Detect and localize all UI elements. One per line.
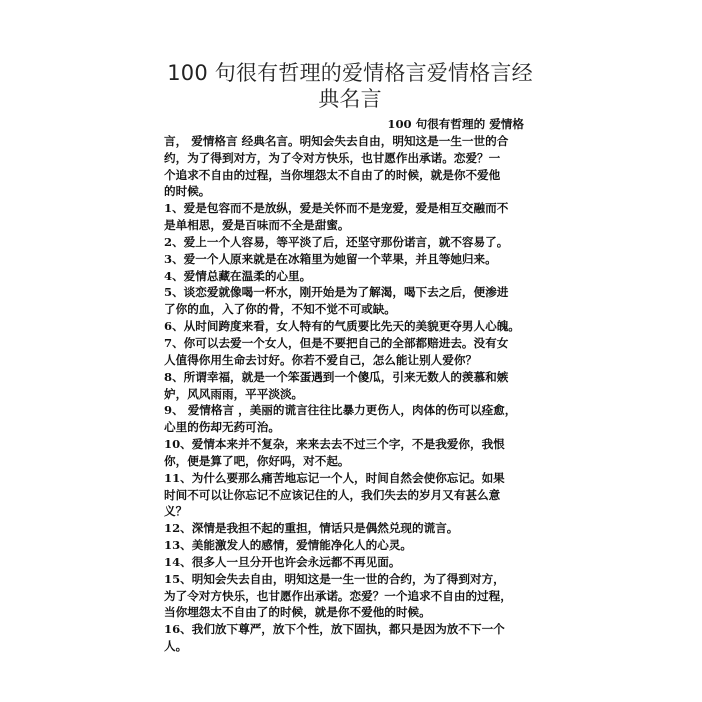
- document-body: [164, 116, 548, 655]
- text-line: 2、爱上一个人容易，等平淡了后，还坚守那份诺言，就不容易了。: [164, 234, 509, 249]
- title-line-1: 100 句很有哲理的爱情格言爱情格言经: [167, 61, 533, 85]
- text-line: 义？: [164, 504, 188, 519]
- text-line: 人值得你用生命去讨好。你若不爱自己，怎么能让别人爱你？: [164, 352, 478, 367]
- text-line: 3、爱一个人原来就是在冰箱里为她留一个苹果，并且等她归来。: [164, 251, 497, 266]
- document-title: [150, 60, 550, 112]
- text-line: 当你埋怨太不自由了的时候，就是你不爱他的时候。: [164, 605, 431, 620]
- text-line: 16、我们放下尊严，放下个性，放下固执，都只是因为放不下一个: [164, 622, 505, 637]
- text-line: 100 句很有哲理的 爱情格: [387, 117, 524, 131]
- text-line: 言， 爱情格言 经典名言。明知会失去自由，明知这是一生一世的合: [164, 133, 509, 148]
- text-line: 时间不可以让你忘记不应该记住的人，我们失去的岁月又有甚么意: [164, 487, 501, 502]
- text-line: 9、 爱情格言 ，美丽的谎言往往比暴力更伤人，肉体的伤可以痊愈，: [164, 403, 517, 418]
- text-line: 妒，风风雨雨，平平淡淡。: [164, 386, 304, 401]
- text-line: 你，便是算了吧，你好吗，对不起。: [164, 453, 350, 468]
- text-line: 约，为了得到对方，为了令对方快乐，也甘愿作出承诺。恋爱？一: [164, 150, 501, 165]
- text-line: 为了令对方快乐，也甘愿作出承诺。恋爱？一个追求不自由的过程，: [164, 588, 512, 603]
- text-line: 10、爱情本来并不复杂，来来去去不过三个字，不是我爱你，我恨: [164, 437, 505, 452]
- text-line: 心里的伤却无药可治。: [164, 420, 280, 435]
- text-line: 7、你可以去爱一个女人，但是不要把自己的全部都赔进去。没有女: [164, 335, 509, 350]
- text-line: 8、所谓幸福，就是一个笨蛋遇到一个傻瓜，引来无数人的羡慕和嫉: [164, 369, 509, 384]
- text-line: 的时候。: [164, 184, 211, 199]
- text-line: 人。: [164, 639, 188, 654]
- text-line: 个追求不自由的过程，当你埋怨太不自由了的时候，就是你不爱他: [164, 167, 501, 182]
- text-line: 1、爱是包容而不是放纵，爱是关怀而不是宠爱，爱是相互交融而不: [164, 201, 509, 216]
- title-line-2: 典名言: [318, 87, 382, 111]
- text-line: 13、美能激发人的感情，爱情能净化人的心灵。: [164, 538, 413, 553]
- text-line: 12、深情是我担不起的重担，情话只是偶然兑现的谎言。: [164, 521, 459, 536]
- text-line: 5、谈恋爱就像喝一杯水，刚开始是为了解渴，喝下去之后，便渗进: [164, 285, 509, 300]
- text-line: 14、很多人一旦分开也许会永远都不再见面。: [164, 554, 401, 569]
- text-line: 11、为什么要那么痛苦地忘记一个人，时间自然会使你忘记。如果: [164, 470, 505, 485]
- text-line: 是单相思，爱是百味而不全是甜蜜。: [164, 218, 350, 233]
- text-line: 6、从时间跨度来看，女人特有的气质要比先天的美貌更夺男人心魄。: [164, 319, 520, 334]
- text-line: 4、爱情总藏在温柔的心里。: [164, 268, 312, 283]
- text-line: 了你的血，入了你的骨，不知不觉不可或缺。: [164, 302, 396, 317]
- text-line: 15、明知会失去自由，明知这是一生一世的合约，为了得到对方，: [164, 571, 505, 586]
